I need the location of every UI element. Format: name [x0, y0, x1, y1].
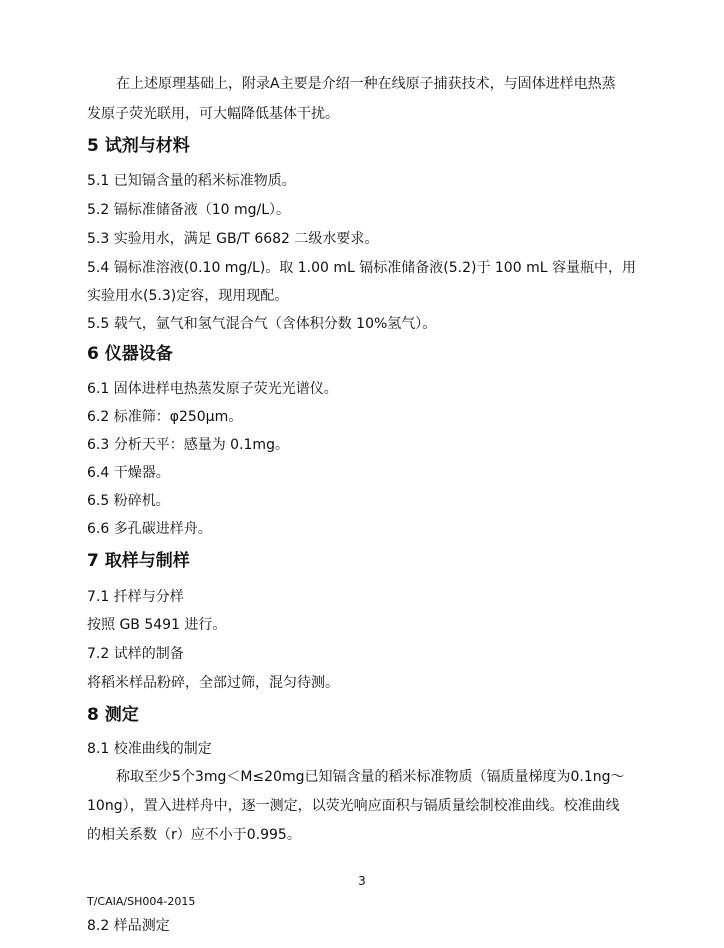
section-6-item: 6.4 干燥器。 [87, 465, 170, 481]
section-8-2-heading: 8.2 样品测定 [87, 918, 170, 934]
section-5-item: 5.3 实验用水，满足 GB/T 6682 二级水要求。 [87, 231, 379, 247]
section-7-heading: 7 取样与制样 [87, 551, 190, 571]
section-8-1-para-line-2: 10ng），置入进样舟中，逐一测定，以荧光响应面积与镉质量绘制校准曲线。校准曲线 [87, 798, 620, 814]
section-6-item: 6.2 标准筛：φ250μm。 [87, 409, 243, 425]
section-6-heading: 6 仪器设备 [87, 344, 173, 364]
section-6-item: 6.5 粉碎机。 [87, 493, 170, 509]
section-5-item: 5.5 载气，氩气和氢气混合气（含体积分数 10%氢气）。 [87, 316, 437, 332]
section-5-item: 5.4 镉标准溶液(0.10 mg/L)。取 1.00 mL 镉标准储备液(5.2)于 100 mL 容量瓶中，用 [87, 260, 636, 276]
section-8-1-para-line-1: 称取至少5个3mg＜M≤20mg已知镉含量的稻米标准物质（镉质量梯度为0.1ng～ [116, 769, 625, 785]
section-8-heading: 8 测定 [87, 705, 139, 725]
intro-line-2: 发原子荧光联用，可大幅降低基体干扰。 [87, 106, 339, 122]
section-6-item: 6.3 分析天平：感量为 0.1mg。 [87, 437, 289, 453]
intro-line-1: 在上述原理基础上，附录A主要是介绍一种在线原子捕获技术，与固体进样电热蒸 [116, 76, 616, 92]
section-5-item: 5.2 镉标准储备液（10 mg/L）。 [87, 202, 291, 218]
section-5-item: 实验用水(5.3)定容，现用现配。 [87, 288, 289, 304]
section-6-item: 6.6 多孔碳进样舟。 [87, 521, 212, 537]
section-8-1-heading: 8.1 校准曲线的制定 [87, 741, 212, 757]
section-5-item: 5.1 已知镉含量的稻米标准物质。 [87, 173, 296, 189]
document-id: T/CAIA/SH004-2015 [87, 895, 196, 908]
section-5-heading: 5 试剂与材料 [87, 136, 190, 156]
section-7-1-text: 按照 GB 5491 进行。 [87, 617, 227, 633]
section-7-2-text: 将稻米样品粉碎，全部过筛，混匀待测。 [87, 675, 339, 691]
section-8-1-para-line-3: 的相关系数（r）应不小于0.995。 [87, 827, 301, 843]
section-6-item: 6.1 固体进样电热蒸发原子荧光光谱仪。 [87, 381, 338, 397]
section-7-2-heading: 7.2 试样的制备 [87, 646, 184, 662]
section-7-1-heading: 7.1 扦样与分样 [87, 589, 184, 605]
page-number: 3 [358, 874, 366, 888]
